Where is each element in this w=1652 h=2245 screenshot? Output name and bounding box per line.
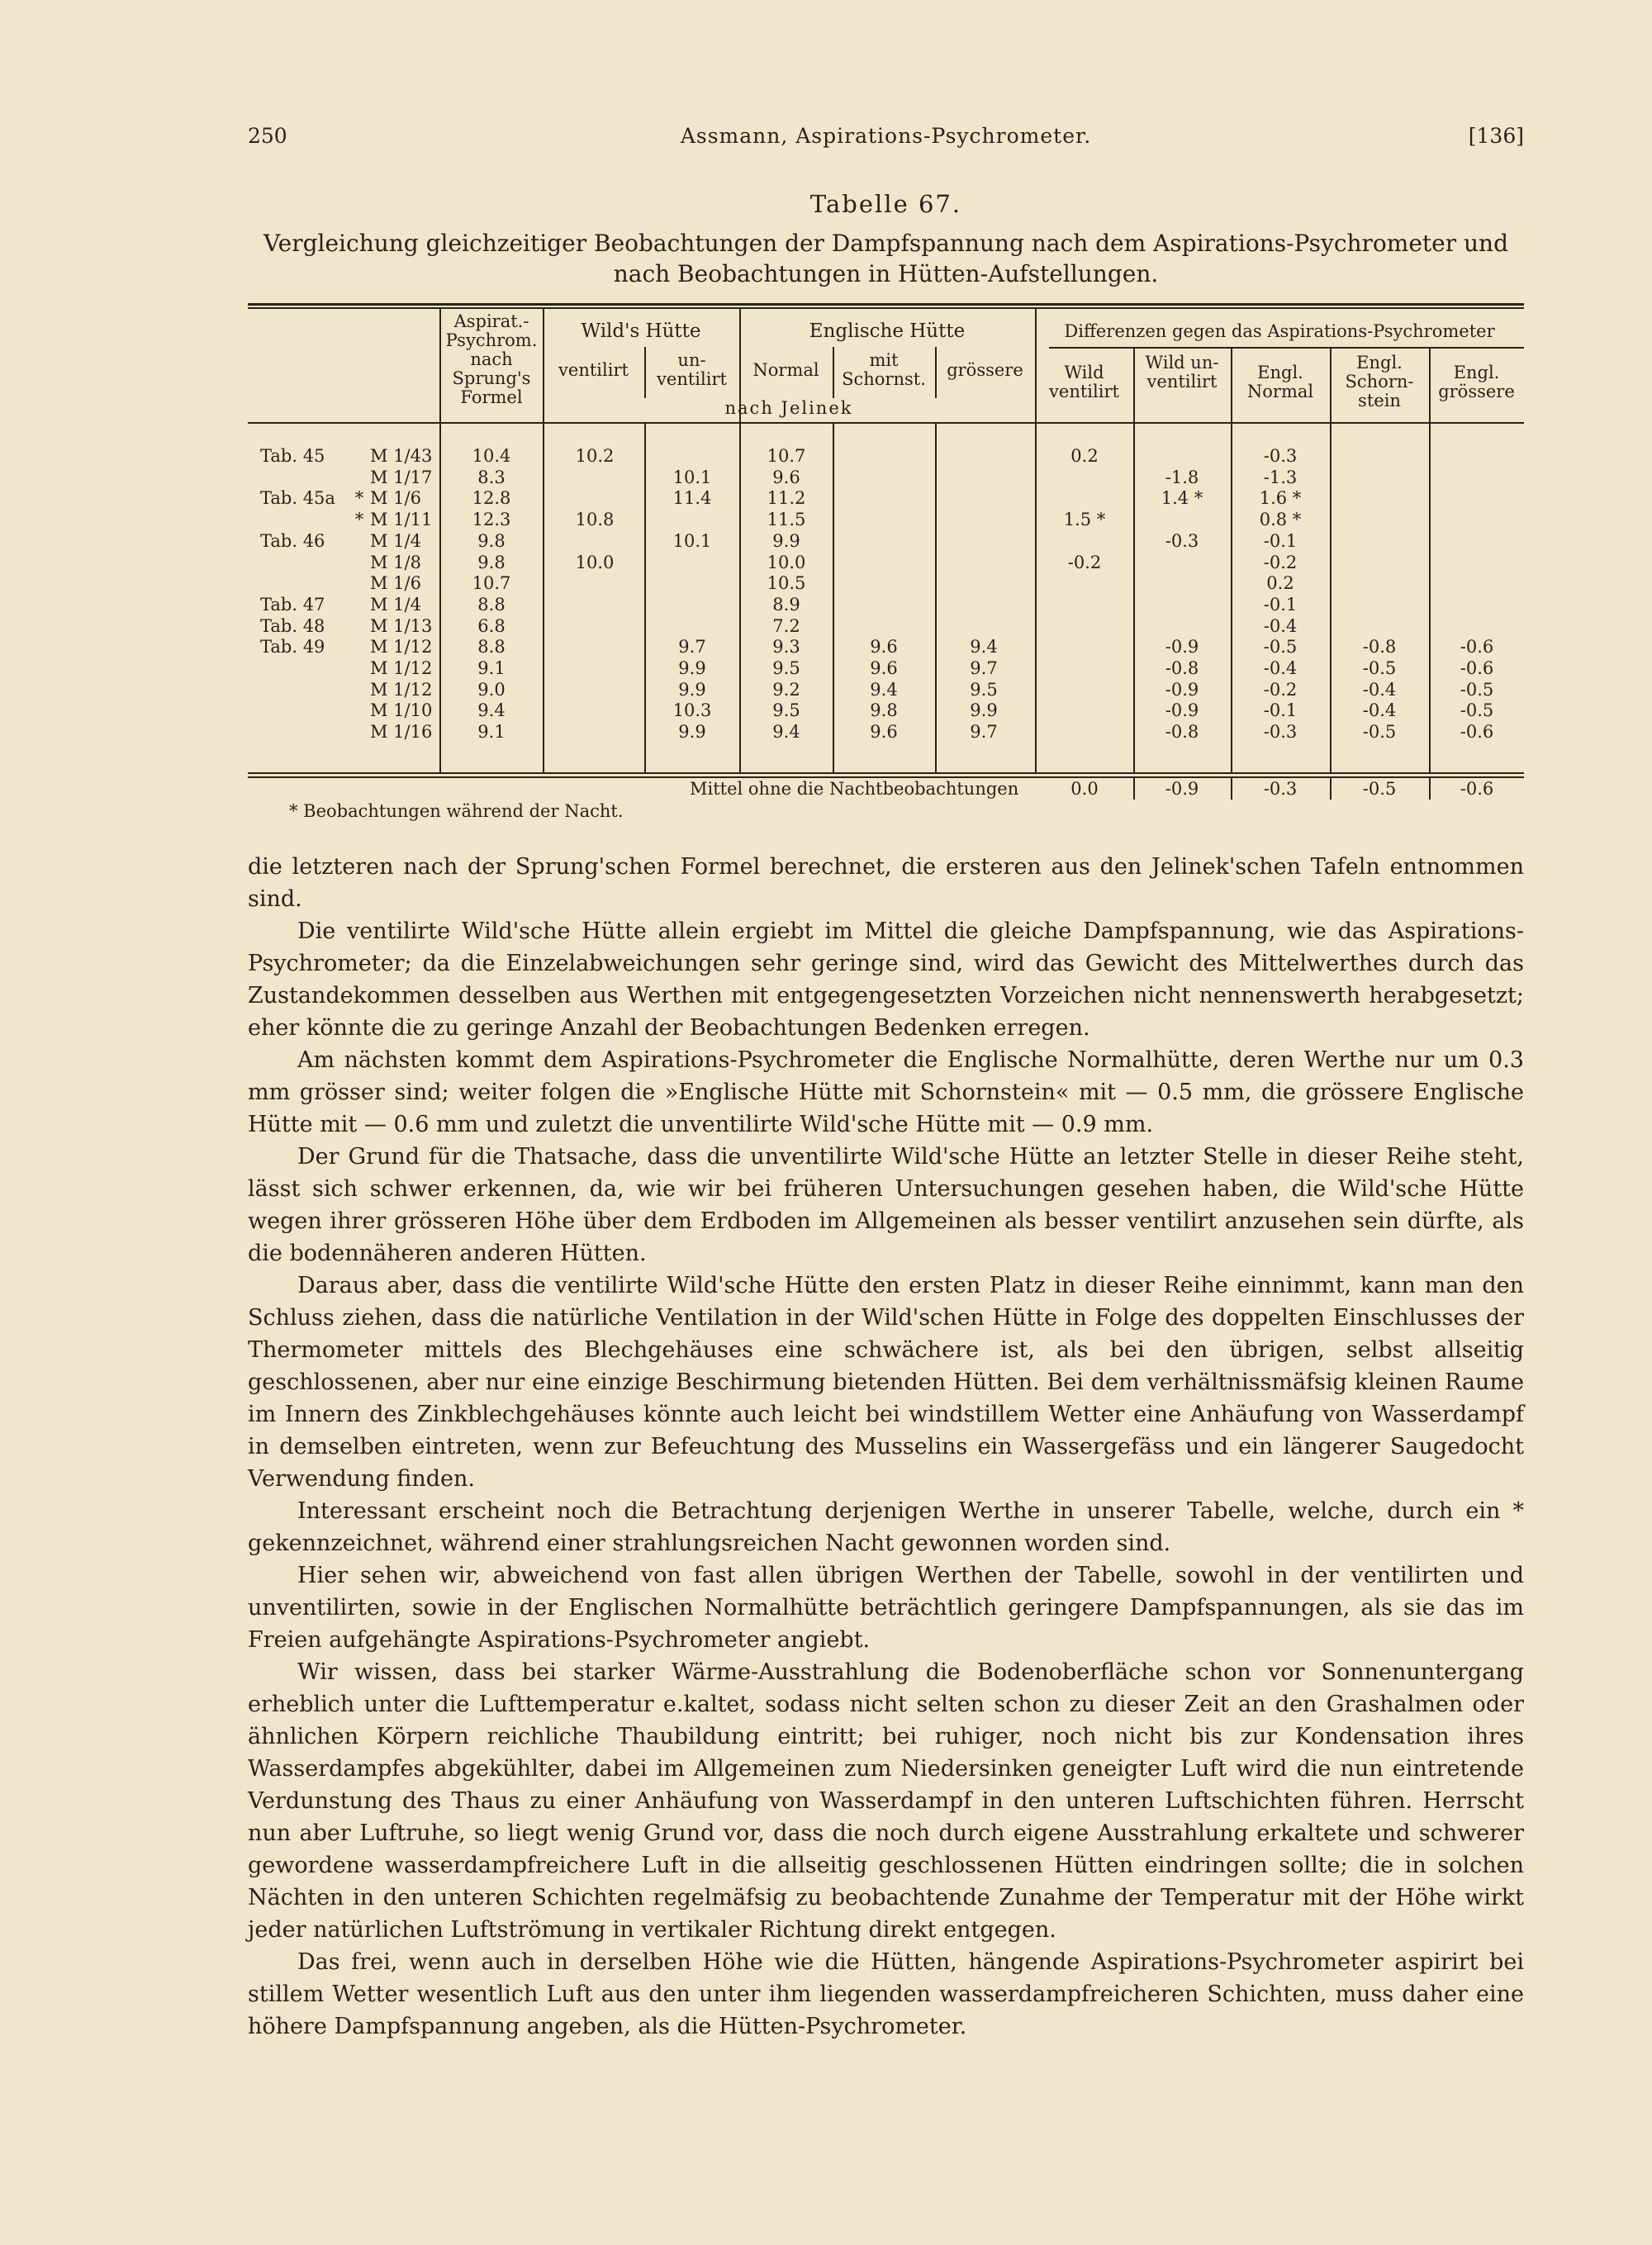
table-cell-m: M 1/12 bbox=[370, 679, 433, 700]
mittel-value: -0.5 bbox=[1362, 779, 1397, 799]
table-cell-den: -0.4 bbox=[1263, 615, 1298, 636]
paragraph: Wir wissen, dass bei starker Wärme-Ausstrahlung die Bodenoberfläche schon vor Sonnenuntergang erheblich unter die Lufttemperatur e.kaltet, sodass nicht selten schon zu dieser Zeit an den Grashalmen oder ähnlichen Körpern reichliche Thaubildung eintritt; bei ruhiger, noch nicht bis zur Kondensation ihres Wasserdampfes abgekühlter, dabei im Allgemeinen zum Niedersinken geneigter Luft wird die nun eintretende Verdunstung des Thaus zu einer Anhäufung von Wasserdampf in den unteren Luftschichten führen. Herrscht nun aber Luftruhe, so liegt wenig Grund vor, dass die noch durch eigene Ausstrahlung erkaltete und schwerer gewordene wasserdampfreichere Luft in die allseitig geschlossenen Hütten eindringen sollte; die in solchen Nächten in den unteren Schichten regelmäfsig zu beobachtende Zunahme der Temperatur mit der Höhe wirkt jeder natürlichen Luftströmung in vertikaler Richtung direkt entgegen. bbox=[248, 1659, 1524, 1943]
table-cell-en: 11.2 bbox=[767, 488, 806, 509]
mittel-value: -0.3 bbox=[1263, 779, 1298, 799]
table-cell-wv: 10.2 bbox=[575, 446, 615, 466]
table-cell-dwu: -0.3 bbox=[1165, 530, 1199, 551]
table-cell-es: 9.6 bbox=[870, 658, 898, 678]
col-aspirat-header: Aspirat.- Psychrom. nach Sprung's Formel bbox=[445, 311, 538, 407]
table-body-bottom-rule-thin bbox=[248, 776, 1524, 778]
table-cell-dwu: -0.9 bbox=[1165, 700, 1199, 721]
diff-group-rule bbox=[1049, 347, 1524, 349]
table-cell-en: 9.4 bbox=[772, 722, 800, 743]
table-cell-a: 10.4 bbox=[472, 446, 511, 466]
table-cell-a: 9.4 bbox=[477, 700, 506, 721]
col-engl-gross-header: grössere bbox=[947, 360, 1023, 380]
table-cell-tab: Tab. 48 bbox=[260, 615, 325, 636]
table-cell-tab: Tab. 45a bbox=[260, 488, 335, 509]
table-cell-den: -0.1 bbox=[1263, 530, 1298, 551]
d-wild-vent-header: Wild ventilirt bbox=[1049, 363, 1119, 401]
running-title: Assmann, Aspirations-Psychrometer. bbox=[680, 124, 1092, 148]
table-cell-dwu: -1.8 bbox=[1165, 467, 1199, 487]
table-cell-dwv: 1.5 * bbox=[1063, 510, 1106, 530]
table-top-rule bbox=[248, 303, 1524, 306]
table-cell-en: 9.2 bbox=[772, 679, 800, 700]
d-engl-gross-header: Engl. grössere bbox=[1438, 363, 1515, 401]
table-cell-den: -0.1 bbox=[1263, 700, 1298, 721]
table-cell-wu: 11.4 bbox=[672, 488, 712, 509]
table-cell-tab: Tab. 45 bbox=[260, 446, 325, 466]
table-cell-m: M 1/12 bbox=[370, 637, 433, 657]
table-cell-den: -0.3 bbox=[1263, 722, 1298, 743]
table-cell-a: 6.8 bbox=[477, 615, 506, 636]
table-cell-eg: 9.5 bbox=[970, 679, 998, 700]
table-cell-wu: 9.7 bbox=[678, 637, 706, 657]
col-wild-unvent-header: un- ventilirt bbox=[657, 350, 727, 389]
paragraph: Hier sehen wir, abweichend von fast allen übrigen Werthen der Tabelle, sowohl in der ventilirten und unventilirten, sowie in der Englischen Normalhütte beträchtlich geringere Dampfspannungen, als sie das im Freien aufgehängte Aspirations-Psychrometer angiebt. bbox=[248, 1563, 1524, 1653]
table-cell-wv: 10.0 bbox=[575, 552, 615, 572]
table-cell-des: -0.5 bbox=[1362, 722, 1397, 743]
running-header bbox=[248, 124, 1524, 157]
table-cell-wu: 10.1 bbox=[672, 530, 712, 551]
table-cell-deg: -0.5 bbox=[1460, 700, 1494, 721]
table-cell-a: 9.1 bbox=[477, 658, 506, 678]
d-wild-unvent-header: Wild un- ventilirt bbox=[1145, 353, 1219, 392]
table-cell-dwv: -0.2 bbox=[1067, 552, 1102, 572]
table-cell-den: 1.6 * bbox=[1259, 488, 1302, 509]
table-cell-des: -0.4 bbox=[1362, 679, 1397, 700]
table-cell-dwu: -0.8 bbox=[1165, 722, 1199, 743]
table-cell-den: -0.5 bbox=[1263, 637, 1298, 657]
d-engl-normal-header: Engl. Normal bbox=[1246, 363, 1314, 401]
table-cell-m: M 1/4 bbox=[370, 530, 421, 551]
table-cell-en: 9.5 bbox=[772, 658, 800, 678]
table-cell-m: M 1/10 bbox=[370, 700, 433, 721]
table-cell-m: M 1/4 bbox=[370, 594, 421, 615]
table-cell-des: -0.5 bbox=[1362, 658, 1397, 678]
table-cell-a: 9.8 bbox=[477, 530, 506, 551]
table-cell-en: 9.9 bbox=[772, 530, 800, 551]
paragraph: Das frei, wenn auch in derselben Höhe wie die Hütten, hängende Aspirations-Psychrometer aspirirt bei stillem Wetter wesentlich Luft aus den unter ihm liegenden wasserdampfreicheren Schichten, muss daher eine höhere Dampfspannung angeben, als die Hütten-Psychrometer. bbox=[248, 1949, 1524, 2039]
table-cell-m: M 1/6 bbox=[370, 573, 421, 594]
table-cell-en: 10.7 bbox=[767, 446, 806, 466]
table-cell-a: 12.8 bbox=[472, 488, 511, 509]
table-cell-wu: 9.9 bbox=[678, 658, 706, 678]
table-cell-deg: -0.6 bbox=[1460, 637, 1494, 657]
table-cell-es: 9.6 bbox=[870, 637, 898, 657]
table-cell-m: M 1/12 bbox=[370, 658, 433, 678]
table-cell-en: 9.6 bbox=[772, 467, 800, 487]
bracket-page-number: [136] bbox=[1468, 124, 1524, 148]
table-cell-wu: 9.9 bbox=[678, 679, 706, 700]
table-cell-tab: Tab. 47 bbox=[260, 594, 325, 615]
table-cell-m: M 1/6 bbox=[370, 488, 421, 509]
col-engl-schorn-header: mit Schornst. bbox=[842, 350, 926, 389]
table-cell-wu: 9.9 bbox=[678, 722, 706, 743]
table-caption-line1: Vergleichung gleichzeitiger Beobachtungen der Dampfspannung nach dem Aspirations-Psychrometer und bbox=[263, 230, 1508, 257]
table-cell-den: -0.1 bbox=[1263, 594, 1298, 615]
paragraph: die letzteren nach der Sprung'schen Formel berechnet, die ersteren aus den Jelinek'schen Tafeln entnommen sind. bbox=[248, 854, 1524, 912]
table-cell-dwu: 1.4 * bbox=[1161, 488, 1203, 509]
table-cell-wv: 10.8 bbox=[575, 510, 615, 530]
table-body-bottom-rule bbox=[248, 772, 1524, 774]
table-cell-tab: Tab. 49 bbox=[260, 637, 325, 657]
table-cell-dwv: 0.2 bbox=[1070, 446, 1099, 466]
col-engl-normal-header: Normal bbox=[752, 360, 819, 380]
table-cell-a: 9.8 bbox=[477, 552, 506, 572]
page-number: 250 bbox=[248, 124, 287, 148]
table-cell-den: -0.4 bbox=[1263, 658, 1298, 678]
table-cell-m: M 1/43 bbox=[370, 446, 433, 466]
table-cell-m: M 1/13 bbox=[370, 615, 433, 636]
table-cell-deg: -0.5 bbox=[1460, 679, 1494, 700]
table-cell-dwu: -0.9 bbox=[1165, 679, 1199, 700]
table-cell-deg: -0.6 bbox=[1460, 722, 1494, 743]
table-footnote: * Beobachtungen während der Nacht. bbox=[289, 801, 624, 821]
table-cell-den: -0.3 bbox=[1263, 446, 1298, 466]
table-cell-a: 8.8 bbox=[477, 637, 506, 657]
mittel-label: Mittel ohne die Nachtbeobachtungen bbox=[690, 779, 1019, 799]
table-cell-m: M 1/16 bbox=[370, 722, 433, 743]
paragraph: Daraus aber, dass die ventilirte Wild'sche Hütte den ersten Platz in dieser Reihe einnimmt, kann man den Schluss ziehen, dass die natürliche Ventilation in der Wild'schen Hütte in Folge des doppelten Einschlusses der Thermometer mittels des Blechgehäuses eine schwächere ist, als bei den übrigen, selbst allseitig geschlossenen, aber nur eine einzige Beschirmung bietenden Hütten. Bei dem verhältnissmäfsig kleinen Raume im Innern des Zinkblechgehäuses könnte auch leicht bei windstillem Wetter eine Anhäufung von Wasserdampf in demselben eintreten, wenn zur Befeuchtung des Musselins ein Wassergefäss und ein längerer Saugedocht Verwendung finden. bbox=[248, 1273, 1524, 1492]
paragraph: Am nächsten kommt dem Aspirations-Psychrometer die Englische Normalhütte, deren Werthe nur um 0.3 mm grösser sind; weiter folgen die »Englische Hütte mit Schornstein« mit — 0.5 mm, die grössere Englische Hütte mit — 0.6 mm und zuletzt die unventilirte Wild'sche Hütte mit — 0.9 mm. bbox=[248, 1047, 1524, 1137]
mittel-value: -0.9 bbox=[1165, 779, 1199, 799]
table-cell-a: 10.7 bbox=[472, 573, 511, 594]
table-cell-m: M 1/11 bbox=[370, 510, 433, 530]
table-cell-eg: 9.7 bbox=[970, 722, 998, 743]
table-cell-des: -0.4 bbox=[1362, 700, 1397, 721]
d-engl-schorn-header: Engl. Schorn- stein bbox=[1345, 353, 1414, 411]
table-cell-mark: * bbox=[354, 510, 364, 530]
table-caption-line2: nach Beobachtungen in Hütten-Aufstellungen. bbox=[613, 260, 1159, 287]
table-cell-a: 9.1 bbox=[477, 722, 506, 743]
mittel-value: -0.6 bbox=[1460, 779, 1494, 799]
table-cell-eg: 9.9 bbox=[970, 700, 998, 721]
paragraph: Interessant erscheint noch die Betrachtung derjenigen Werthe in unserer Tabelle, welche, durch ein * gekennzeichnet, während einer strahlungsreichen Nacht gewonnen worden sind. bbox=[248, 1498, 1524, 1556]
table-cell-a: 8.8 bbox=[477, 594, 506, 615]
group-engl-header: Englische Hütte bbox=[809, 320, 966, 342]
table-cell-m: M 1/8 bbox=[370, 552, 421, 572]
table-cell-den: 0.8 * bbox=[1259, 510, 1302, 530]
table-cell-den: -0.2 bbox=[1263, 679, 1298, 700]
table-cell-tab: Tab. 46 bbox=[260, 530, 325, 551]
group-diff-header: Differenzen gegen das Aspirations-Psychrometer bbox=[1064, 321, 1495, 341]
body-text bbox=[248, 851, 1524, 2043]
table-cell-deg: -0.6 bbox=[1460, 658, 1494, 678]
table-cell-en: 9.5 bbox=[772, 700, 800, 721]
table-cell-a: 9.0 bbox=[477, 679, 506, 700]
table-cell-wu: 10.3 bbox=[672, 700, 712, 721]
table-cell-mark: * bbox=[354, 488, 364, 509]
table-cell-den: 0.2 bbox=[1266, 573, 1294, 594]
table-cell-m: M 1/17 bbox=[370, 467, 433, 487]
nach-jelinek-label: nach Jelinek bbox=[724, 398, 853, 418]
table-cell-es: 9.6 bbox=[870, 722, 898, 743]
table-cell-a: 12.3 bbox=[472, 510, 511, 530]
table-cell-dwu: -0.9 bbox=[1165, 637, 1199, 657]
paragraph: Der Grund für die Thatsache, dass die unventilirte Wild'sche Hütte an letzter Stelle in dieser Reihe steht, lässt sich schwer erkennen, da, wie wir bei früheren Untersuchungen gesehen haben, die Wild'sche Hütte wegen ihrer grösseren Höhe über dem Erdboden im Allgemeinen als besser ventilirt anzusehen sein dürfte, als die bodennäheren anderen Hütten. bbox=[248, 1144, 1524, 1266]
table-cell-den: -0.2 bbox=[1263, 552, 1298, 572]
mittel-value: 0.0 bbox=[1070, 779, 1099, 799]
table-cell-wu: 10.1 bbox=[672, 467, 712, 487]
table-cell-es: 9.4 bbox=[870, 679, 898, 700]
table-cell-en: 10.0 bbox=[767, 552, 806, 572]
table-cell-des: -0.8 bbox=[1362, 637, 1397, 657]
table-cell-eg: 9.4 bbox=[970, 637, 998, 657]
table-cell-en: 8.9 bbox=[772, 594, 800, 615]
table-cell-en: 7.2 bbox=[772, 615, 800, 636]
table-cell-dwu: -0.8 bbox=[1165, 658, 1199, 678]
table-cell-es: 9.8 bbox=[870, 700, 898, 721]
col-wild-vent-header: ventilirt bbox=[558, 360, 629, 380]
table-cell-en: 10.5 bbox=[767, 573, 806, 594]
table-cell-eg: 9.7 bbox=[970, 658, 998, 678]
table-cell-den: -1.3 bbox=[1263, 467, 1298, 487]
table-cell-a: 8.3 bbox=[477, 467, 506, 487]
table-title: Tabelle 67. bbox=[809, 190, 962, 218]
table-cell-en: 9.3 bbox=[772, 637, 800, 657]
paragraph: Die ventilirte Wild'sche Hütte allein ergiebt im Mittel die gleiche Dampfspannung, wie das Aspirations-Psychrometer; da die Einzelabweichungen sehr geringe sind, wird das Gewicht des Mittelwerthes durch das Zustandekommen desselben aus Werthen mit entgegengesetzten Vorzeichen nicht nennenswerth herabgesetzt; eher könnte die zu geringe Anzahl der Beobachtungen Bedenken erregen. bbox=[248, 918, 1524, 1041]
table-cell-en: 11.5 bbox=[767, 510, 806, 530]
group-wild-header: Wild's Hütte bbox=[581, 320, 701, 342]
